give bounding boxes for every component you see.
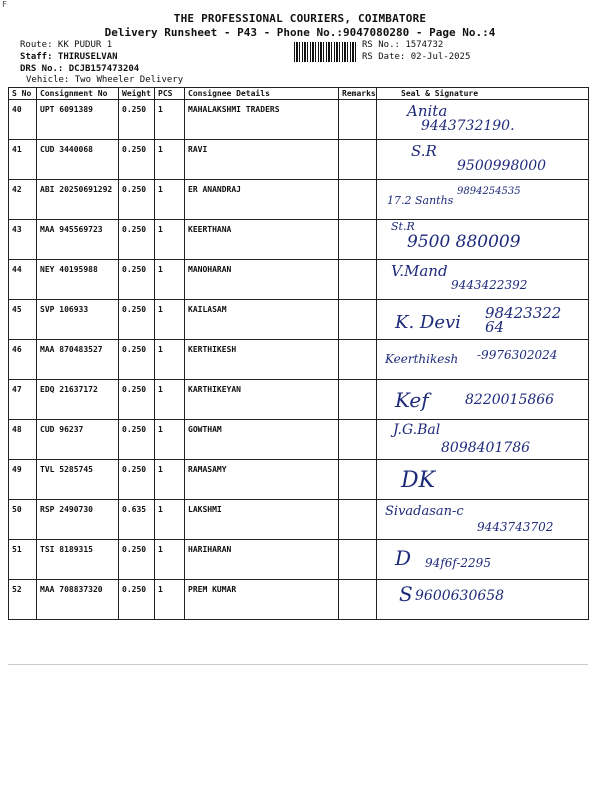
- consignment-cell: EDQ 21637172: [37, 380, 119, 420]
- handwritten-phone: 9894254535: [457, 186, 521, 197]
- handwritten-phone: 8220015866: [465, 392, 555, 408]
- pcs-cell: 1: [155, 300, 185, 340]
- handwritten-signature: Keerthikesh: [385, 352, 459, 366]
- column-header: PCS: [155, 88, 185, 100]
- consignment-cell: RSP 2490730: [37, 500, 119, 540]
- signature-cell: [377, 180, 589, 220]
- sno-cell: 51: [9, 540, 37, 580]
- handwritten-phone: 9443743702: [477, 520, 554, 534]
- sno-cell: 42: [9, 180, 37, 220]
- column-header: Consignee Details: [185, 88, 339, 100]
- handwritten-signature: D: [395, 546, 412, 570]
- sno-cell: 52: [9, 580, 37, 620]
- pcs-cell: 1: [155, 260, 185, 300]
- consignment-cell: MAA 870483527: [37, 340, 119, 380]
- consignee-cell: KARTHIKEYAN: [185, 380, 339, 420]
- handwritten-signature: J.G.Bal: [393, 422, 441, 438]
- document-title: THE PROFESSIONAL COURIERS, COIMBATORE: [173, 12, 427, 25]
- handwritten-phone: 98423322 64: [485, 304, 562, 336]
- handwritten-phone: -9976302024: [477, 348, 558, 362]
- pcs-cell: 1: [155, 420, 185, 460]
- signature-cell: [377, 540, 589, 580]
- consignee-cell: RAMASAMY: [185, 460, 339, 500]
- rs-date: RS Date: 02-Jul-2025: [362, 52, 471, 62]
- pcs-cell: 1: [155, 500, 185, 540]
- table-row: [9, 580, 589, 620]
- sno-cell: 48: [9, 420, 37, 460]
- handwritten-phone: 8098401786: [441, 440, 531, 456]
- handwritten-signature: S: [399, 582, 413, 606]
- weight-cell: 0.250: [119, 300, 155, 340]
- pcs-cell: 1: [155, 340, 185, 380]
- consignee-cell: RAVI: [185, 140, 339, 180]
- consignment-cell: CUD 96237: [37, 420, 119, 460]
- signature-cell: [377, 580, 589, 620]
- remarks-cell: [339, 380, 377, 420]
- sno-cell: 47: [9, 380, 37, 420]
- handwritten-signature: K. Devi: [395, 312, 461, 333]
- signature-cell: [377, 260, 589, 300]
- table-row: [9, 300, 589, 340]
- weight-cell: 0.250: [119, 420, 155, 460]
- consignment-cell: MAA 708837320: [37, 580, 119, 620]
- sno-cell: 41: [9, 140, 37, 180]
- weight-cell: 0.250: [119, 180, 155, 220]
- consignment-cell: TVL 5285745: [37, 460, 119, 500]
- vehicle-label: Vehicle: Two Wheeler Delivery: [26, 75, 184, 85]
- table-row: [9, 420, 589, 460]
- sno-cell: 44: [9, 260, 37, 300]
- weight-cell: 0.250: [119, 540, 155, 580]
- page-bottom-rule: [8, 664, 588, 665]
- signature-cell: [377, 100, 589, 140]
- signature-cell: [377, 500, 589, 540]
- sno-cell: 50: [9, 500, 37, 540]
- consignee-cell: ER ANANDRAJ: [185, 180, 339, 220]
- signature-cell: [377, 460, 589, 500]
- signature-cell: [377, 380, 589, 420]
- column-header: S No: [9, 88, 37, 100]
- weight-cell: 0.250: [119, 100, 155, 140]
- weight-cell: 0.250: [119, 260, 155, 300]
- table-row: [9, 340, 589, 380]
- remarks-cell: [339, 500, 377, 540]
- pcs-cell: 1: [155, 140, 185, 180]
- handwritten-signature: St.R: [391, 220, 415, 233]
- table-row: [9, 180, 589, 220]
- signature-cell: [377, 340, 589, 380]
- table-row: [9, 140, 589, 180]
- pcs-cell: 1: [155, 540, 185, 580]
- remarks-cell: [339, 580, 377, 620]
- remarks-cell: [339, 300, 377, 340]
- signature-cell: [377, 140, 589, 180]
- weight-cell: 0.250: [119, 220, 155, 260]
- remarks-cell: [339, 420, 377, 460]
- sno-cell: 46: [9, 340, 37, 380]
- consignee-cell: PREM KUMAR: [185, 580, 339, 620]
- table-row: [9, 500, 589, 540]
- corner-mark: F: [2, 0, 7, 9]
- remarks-cell: [339, 180, 377, 220]
- sno-cell: 43: [9, 220, 37, 260]
- consignment-cell: ABI 20250691292: [37, 180, 119, 220]
- remarks-cell: [339, 540, 377, 580]
- remarks-cell: [339, 260, 377, 300]
- handwritten-phone: 9443732190.: [421, 118, 515, 134]
- sno-cell: 40: [9, 100, 37, 140]
- consignee-cell: HARIHARAN: [185, 540, 339, 580]
- table-row: [9, 540, 589, 580]
- handwritten-phone: 9443422392: [451, 278, 528, 292]
- consignee-cell: KAILASAM: [185, 300, 339, 340]
- consignee-cell: LAKSHMI: [185, 500, 339, 540]
- pcs-cell: 1: [155, 380, 185, 420]
- remarks-cell: [339, 220, 377, 260]
- route-label: Route: KK PUDUR 1: [20, 40, 113, 50]
- column-header: Seal & Signature: [377, 88, 589, 100]
- rs-number: RS No.: 1574732: [362, 40, 444, 50]
- handwritten-phone: 94f6f-2295: [425, 556, 491, 570]
- pcs-cell: 1: [155, 580, 185, 620]
- handwritten-signature: S.R: [411, 142, 437, 160]
- consignment-cell: SVP 106933: [37, 300, 119, 340]
- table-row: [9, 220, 589, 260]
- signature-cell: [377, 300, 589, 340]
- document-subtitle: Delivery Runsheet - P43 - Phone No.:9047080280 - Page No.:4: [104, 26, 496, 39]
- handwritten-phone: 9600630658: [415, 588, 505, 604]
- column-header: Consignment No: [37, 88, 119, 100]
- weight-cell: 0.250: [119, 340, 155, 380]
- table-row: [9, 380, 589, 420]
- consignee-cell: GOWTHAM: [185, 420, 339, 460]
- table-row: [9, 460, 589, 500]
- handwritten-phone: 9500998000: [457, 158, 547, 174]
- consignee-cell: MAHALAKSHMI TRADERS: [185, 100, 339, 140]
- signature-cell: [377, 420, 589, 460]
- table-row: [9, 100, 589, 140]
- consignment-cell: MAA 945569723: [37, 220, 119, 260]
- weight-cell: 0.250: [119, 580, 155, 620]
- sno-cell: 49: [9, 460, 37, 500]
- consignment-cell: TSI 8189315: [37, 540, 119, 580]
- handwritten-signature: Kef: [395, 388, 429, 412]
- pcs-cell: 1: [155, 460, 185, 500]
- pcs-cell: 1: [155, 220, 185, 260]
- handwritten-signature: 17.2 Sanths: [387, 194, 454, 207]
- remarks-cell: [339, 100, 377, 140]
- column-header: Remarks: [339, 88, 377, 100]
- drs-number: DRS No.: DCJB157473204: [20, 64, 140, 74]
- table-header-row: [9, 88, 589, 100]
- staff-label: Staff: THIRUSELVAN: [20, 52, 118, 62]
- barcode-image: [294, 42, 356, 62]
- signature-cell: [377, 220, 589, 260]
- sno-cell: 45: [9, 300, 37, 340]
- weight-cell: 0.635: [119, 500, 155, 540]
- remarks-cell: [339, 340, 377, 380]
- column-header: Weight: [119, 88, 155, 100]
- remarks-cell: [339, 460, 377, 500]
- consignment-cell: UPT 6091389: [37, 100, 119, 140]
- handwritten-signature: Anita: [407, 102, 448, 120]
- runsheet-table: [8, 87, 589, 620]
- handwritten-signature: V.Mand: [391, 262, 448, 280]
- handwritten-signature: Sivadasan-c: [385, 504, 464, 519]
- consignment-cell: CUD 3440068: [37, 140, 119, 180]
- consignee-cell: KEERTHANA: [185, 220, 339, 260]
- table-row: [9, 260, 589, 300]
- handwritten-phone: 9500 880009: [407, 232, 521, 252]
- remarks-cell: [339, 140, 377, 180]
- consignment-cell: NEY 40195988: [37, 260, 119, 300]
- consignee-cell: KERTHIKESH: [185, 340, 339, 380]
- weight-cell: 0.250: [119, 140, 155, 180]
- pcs-cell: 1: [155, 180, 185, 220]
- weight-cell: 0.250: [119, 380, 155, 420]
- weight-cell: 0.250: [119, 460, 155, 500]
- handwritten-signature: DK: [401, 468, 436, 493]
- pcs-cell: 1: [155, 100, 185, 140]
- consignee-cell: MANOHARAN: [185, 260, 339, 300]
